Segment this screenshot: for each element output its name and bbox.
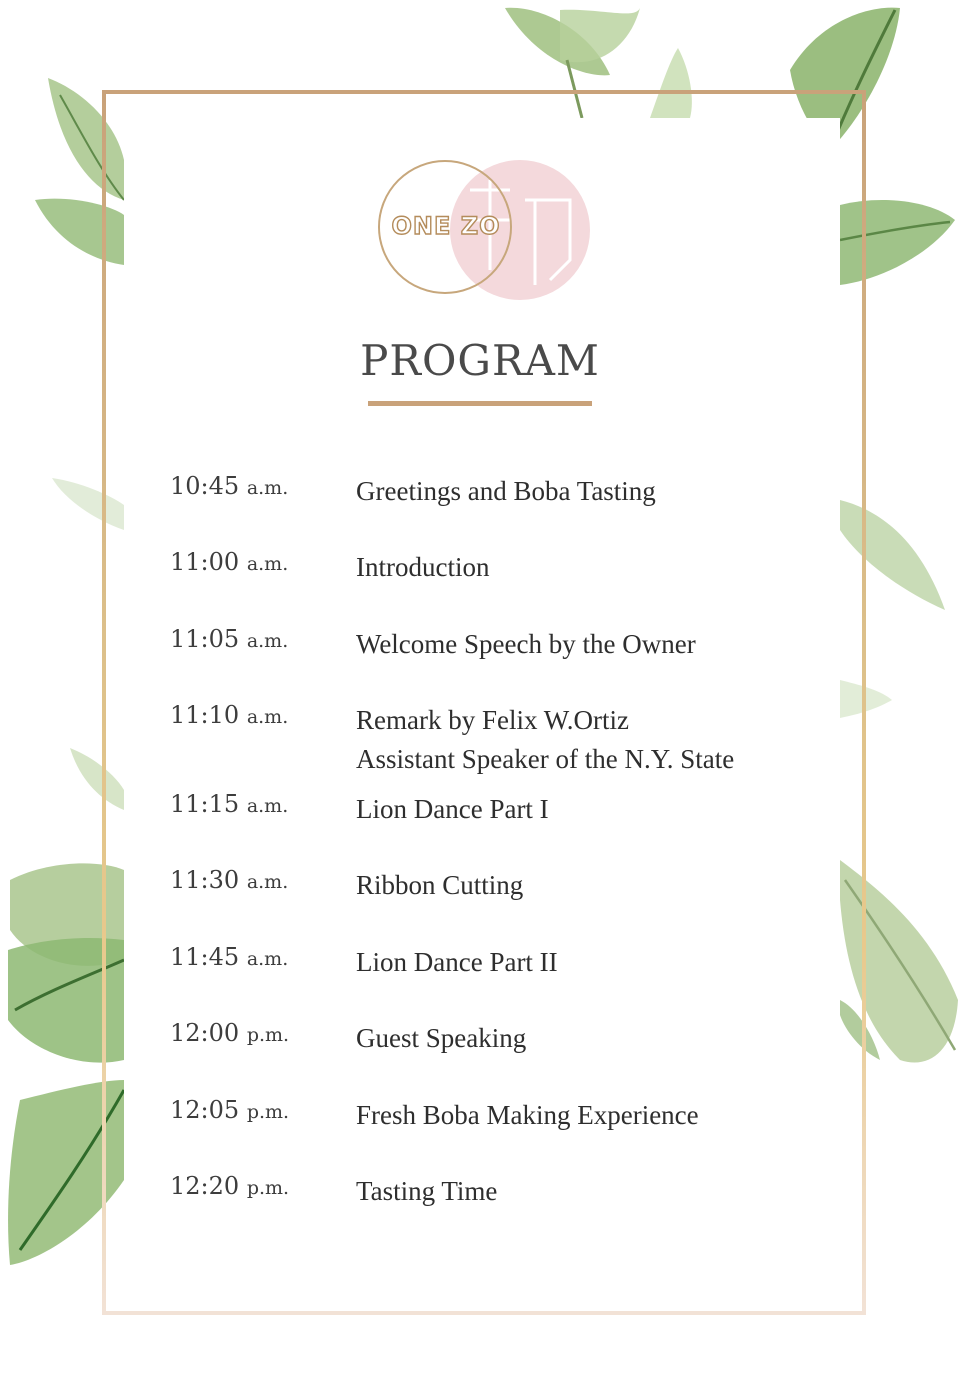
- schedule-description: [356, 625, 796, 664]
- time-suffix: a.m.: [246, 630, 289, 652]
- time-suffix: a.m.: [246, 706, 289, 728]
- time-suffix: p.m.: [246, 1024, 290, 1046]
- time-value: 11:15: [170, 790, 240, 818]
- time-value: 12:05: [170, 1096, 240, 1124]
- time-suffix: a.m.: [246, 553, 289, 575]
- one-zo-logo: [370, 152, 600, 312]
- time-suffix: a.m.: [246, 795, 289, 817]
- time-value: 10:45: [170, 472, 240, 500]
- time-value: 11:05: [170, 625, 240, 653]
- schedule-description: [356, 866, 796, 905]
- time-suffix: p.m.: [246, 1101, 290, 1123]
- schedule-description: [356, 701, 796, 779]
- schedule-time: [170, 625, 340, 653]
- schedule-time: [170, 866, 340, 894]
- description-line: Assistant Speaker of the N.Y. State: [356, 744, 735, 774]
- description-line: Guest Speaking: [356, 1023, 527, 1053]
- schedule-description: [356, 1172, 796, 1211]
- logo-wordmark: ONE ZO: [391, 212, 501, 240]
- time-value: 12:20: [170, 1172, 240, 1200]
- schedule-description: [356, 1019, 796, 1058]
- time-suffix: a.m.: [246, 477, 289, 499]
- schedule-time: [170, 1019, 340, 1047]
- schedule-description: [356, 1096, 796, 1135]
- description-line: Lion Dance Part I: [356, 794, 549, 824]
- schedule-description: [356, 943, 796, 982]
- schedule-time: [170, 548, 340, 576]
- time-value: 11:10: [170, 701, 240, 729]
- description-line: Welcome Speech by the Owner: [356, 629, 696, 659]
- time-value: 12:00: [170, 1019, 240, 1047]
- time-suffix: p.m.: [246, 1177, 290, 1199]
- time-suffix: a.m.: [246, 948, 289, 970]
- schedule-time: [170, 1172, 340, 1200]
- time-suffix: a.m.: [246, 871, 289, 893]
- schedule-time: [170, 701, 340, 729]
- description-line: Greetings and Boba Tasting: [356, 476, 656, 506]
- schedule-description: [356, 472, 796, 511]
- schedule-time: [170, 472, 340, 500]
- description-line: Introduction: [356, 552, 490, 582]
- time-value: 11:30: [170, 866, 240, 894]
- description-line: Fresh Boba Making Experience: [356, 1100, 699, 1130]
- schedule-time: [170, 943, 340, 971]
- title-underline: [368, 401, 592, 406]
- description-line: Tasting Time: [356, 1176, 498, 1206]
- description-line: Remark by Felix W.Ortiz: [356, 705, 629, 735]
- description-line: Lion Dance Part II: [356, 947, 558, 977]
- schedule-time: [170, 790, 340, 818]
- schedule-time: [170, 1096, 340, 1124]
- time-value: 11:00: [170, 548, 240, 576]
- page-title: PROGRAM: [360, 336, 600, 385]
- description-line: Ribbon Cutting: [356, 870, 524, 900]
- schedule-description: [356, 548, 796, 587]
- schedule-description: [356, 790, 796, 829]
- time-value: 11:45: [170, 943, 240, 971]
